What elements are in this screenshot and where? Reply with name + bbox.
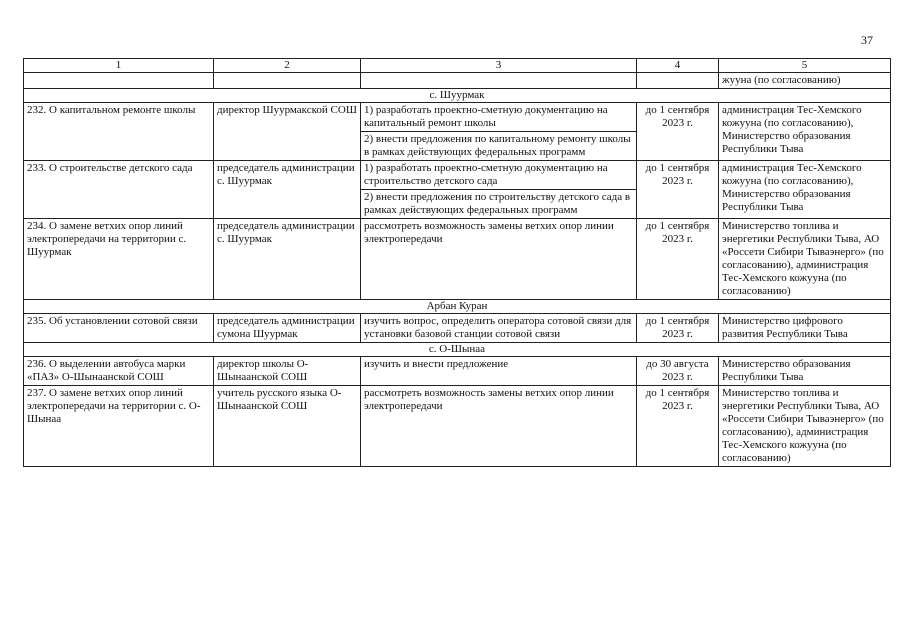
item-cell: 235. Об установлении сотовой связи xyxy=(24,314,214,343)
deadline-cell: до 1 сентября 2023 г. xyxy=(637,386,719,467)
action-item: 1) разработать проектно-сметную документацию на строительство детского сада xyxy=(364,162,608,187)
table-row xyxy=(24,161,891,219)
actions-cell: рассмотреть возможность замены ветхих опор линии электропередачи xyxy=(361,386,637,467)
actions-cell xyxy=(361,103,637,161)
executors-cell: администрация Тес-Хемского кожууна (по согласованию), Министерство образования Республики Тыва xyxy=(719,103,891,161)
actions-cell xyxy=(361,161,637,219)
empty-cell xyxy=(214,73,361,89)
empty-cell xyxy=(361,73,637,89)
section-row xyxy=(24,343,891,357)
responsible-cell: председатель администрации с. Шуурмак xyxy=(214,219,361,300)
action-item: 2) внести предложения по строительству детского сада в рамках действующих федеральных программ xyxy=(361,189,636,218)
section-row xyxy=(24,89,891,103)
header-row xyxy=(24,59,891,73)
actions-cell: рассмотреть возможность замены ветхих опор линии электропередачи xyxy=(361,219,637,300)
table-row xyxy=(24,314,891,343)
action-item: 1) разработать проектно-сметную документацию на капитальный ремонт школы xyxy=(364,104,608,129)
section-title: с. Шуурмак xyxy=(24,89,891,103)
deadline-cell: до 30 августа 2023 г. xyxy=(637,357,719,386)
actions-cell: изучить вопрос, определить оператора сотовой связи для установки базовой станции сотовой связи xyxy=(361,314,637,343)
responsible-cell: учитель русского языка О-Шынаанской СОШ xyxy=(214,386,361,467)
item-cell: 234. О замене ветхих опор линий электропередачи на территории с. Шуурмак xyxy=(24,219,214,300)
deadline-cell: до 1 сентября 2023 г. xyxy=(637,161,719,219)
responsible-cell: директор школы О-Шынаанской СОШ xyxy=(214,357,361,386)
executors-cell: Министерство образования Республики Тыва xyxy=(719,357,891,386)
responsible-cell: председатель администрации с. Шуурмак xyxy=(214,161,361,219)
deadline-cell: до 1 сентября 2023 г. xyxy=(637,103,719,161)
item-cell: 236. О выделении автобуса марки «ПАЗ» О-Шынаанской СОШ xyxy=(24,357,214,386)
action-item: 2) внести предложения по капитальному ремонту школы в рамках действующих федеральных программ xyxy=(361,131,636,160)
table-row xyxy=(24,357,891,386)
header-cell-4: 4 xyxy=(637,59,719,73)
empty-cell xyxy=(24,73,214,89)
header-cell-3: 3 xyxy=(361,59,637,73)
section-row xyxy=(24,300,891,314)
table-row xyxy=(24,386,891,467)
executors-cell: Министерство цифрового развития Республики Тыва xyxy=(719,314,891,343)
responsible-cell: председатель администрации сумона Шуурмак xyxy=(214,314,361,343)
actions-cell: изучить и внести предложение xyxy=(361,357,637,386)
section-title: с. О-Шынаа xyxy=(24,343,891,357)
continuation-text: жууна (по согласованию) xyxy=(719,73,891,89)
item-cell: 237. О замене ветхих опор линий электропередачи на территории с. О-Шынаа xyxy=(24,386,214,467)
executors-cell: Министерство топлива и энергетики Республики Тыва, АО «Россети Сибири Тываэнерго» (по согласованию), администрация Тес-Хемского кожууна (по согласованию) xyxy=(719,219,891,300)
item-cell: 233. О строительстве детского сада xyxy=(24,161,214,219)
item-cell: 232. О капитальном ремонте школы xyxy=(24,103,214,161)
executors-cell: Министерство топлива и энергетики Республики Тыва, АО «Россети Сибири Тываэнерго» (по согласованию), администрация Тес-Хемского кожууна (по согласованию) xyxy=(719,386,891,467)
deadline-cell: до 1 сентября 2023 г. xyxy=(637,219,719,300)
measures-table xyxy=(23,58,891,467)
empty-cell xyxy=(637,73,719,89)
section-title: Арбан Куран xyxy=(24,300,891,314)
deadline-cell: до 1 сентября 2023 г. xyxy=(637,314,719,343)
header-cell-1: 1 xyxy=(24,59,214,73)
responsible-cell: директор Шуурмакской СОШ xyxy=(214,103,361,161)
executors-cell: администрация Тес-Хемского кожууна (по согласованию), Министерство образования Республики Тыва xyxy=(719,161,891,219)
continuation-row xyxy=(24,73,891,89)
table-row xyxy=(24,103,891,161)
page-number: 37 xyxy=(861,33,873,47)
header-cell-2: 2 xyxy=(214,59,361,73)
header-cell-5: 5 xyxy=(719,59,891,73)
table-row xyxy=(24,219,891,300)
